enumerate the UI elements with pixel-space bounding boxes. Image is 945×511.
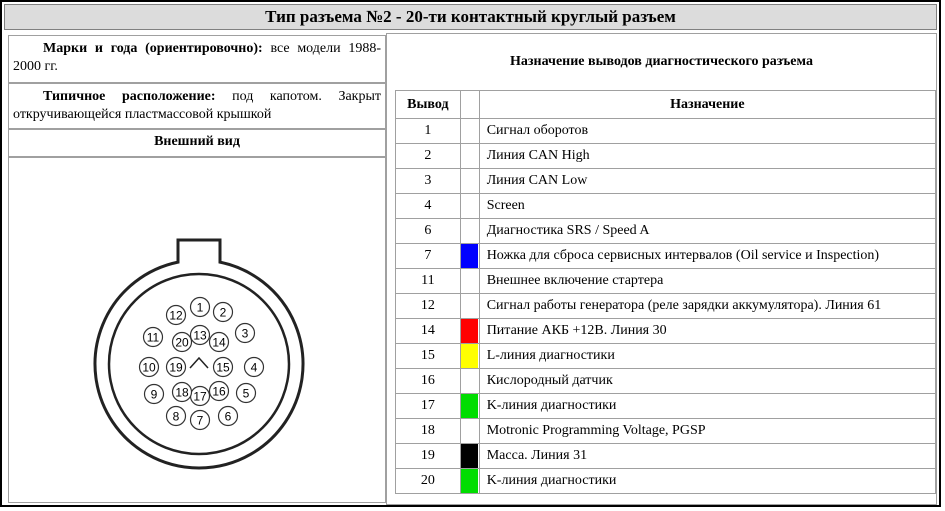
brands-label: Марки и года (ориентировочно): — [43, 41, 263, 56]
pin-purpose: L-линия диагностики — [479, 343, 936, 368]
connector-pin-label: 20 — [175, 335, 189, 350]
table-row — [395, 293, 936, 318]
pin-number: 3 — [395, 168, 460, 193]
col-pin-header: Вывод — [395, 90, 460, 118]
pinout-rows — [395, 118, 936, 494]
pin-purpose: Кислородный датчик — [479, 368, 936, 393]
pin-color-swatch — [461, 319, 478, 343]
pin-purpose: K-линия диагностики — [479, 393, 936, 418]
pin-color-cell — [460, 243, 479, 268]
table-row — [395, 168, 936, 193]
connector-pin — [173, 333, 192, 352]
connector-pin-label: 12 — [169, 308, 183, 323]
connector-pin — [145, 385, 164, 404]
view-heading-cell — [8, 129, 386, 157]
pin-purpose: Motronic Programming Voltage, PGSP — [479, 418, 936, 443]
connector-pin — [167, 306, 186, 325]
connector-pin — [210, 333, 229, 352]
page-title: Тип разъема №2 - 20-ти контактный круглый разъем — [4, 4, 937, 30]
connector-pin-label: 18 — [175, 385, 189, 400]
pin-number: 20 — [395, 468, 460, 494]
pin-number: 17 — [395, 393, 460, 418]
connector-pin-label: 16 — [212, 384, 226, 399]
table-row — [395, 193, 936, 218]
pin-number: 7 — [395, 243, 460, 268]
pin-purpose: Внешнее включение стартера — [479, 268, 936, 293]
table-row — [395, 243, 936, 268]
connector-pin-label: 5 — [242, 386, 250, 401]
location-value: под капотом. Закрыт откручивающейся пластмассовой крышкой — [13, 89, 382, 122]
table-header-row — [395, 90, 936, 118]
pin-number: 11 — [395, 268, 460, 293]
connector-pin-label: 15 — [216, 360, 230, 375]
pin-purpose: Масса. Линия 31 — [479, 443, 936, 468]
pin-color-swatch — [461, 344, 478, 368]
pin-color-cell — [460, 418, 479, 443]
table-row — [395, 318, 936, 343]
pin-number: 4 — [395, 193, 460, 218]
pin-color-cell — [460, 318, 479, 343]
pinout-table — [395, 90, 936, 494]
left-column — [4, 33, 386, 505]
pin-purpose: Диагностика SRS / Speed A — [479, 218, 936, 243]
col-purpose-header: Назначение — [479, 90, 936, 118]
connector-pin-label: 13 — [193, 328, 207, 343]
pin-color-cell — [460, 293, 479, 318]
connector-pin-label: 10 — [142, 360, 156, 375]
pin-color-cell — [460, 168, 479, 193]
table-row — [395, 443, 936, 468]
table-row — [395, 393, 936, 418]
col-color-header — [460, 90, 479, 118]
pin-color-cell — [460, 393, 479, 418]
pin-color-cell — [460, 368, 479, 393]
connector-pin-label: 17 — [193, 389, 207, 404]
brands-cell — [8, 35, 386, 83]
connector-pin — [214, 358, 233, 377]
connector-pin — [191, 326, 210, 345]
pin-color-cell — [460, 268, 479, 293]
pin-color-cell — [460, 218, 479, 243]
connector-pin — [219, 407, 238, 426]
connector-outline — [95, 240, 303, 468]
connector-pin — [191, 387, 210, 406]
connector-pin-label: 6 — [224, 409, 232, 424]
connector-pin — [214, 303, 233, 322]
pin-number: 19 — [395, 443, 460, 468]
view-heading: Внешний вид — [154, 134, 240, 149]
connector-pin-label: 3 — [241, 326, 249, 341]
pin-color-swatch — [461, 444, 478, 468]
table-row — [395, 418, 936, 443]
pin-number: 2 — [395, 143, 460, 168]
connector-pin-label: 7 — [196, 413, 204, 428]
table-row — [395, 343, 936, 368]
connector-pin-label: 1 — [196, 300, 204, 315]
pin-number: 6 — [395, 218, 460, 243]
connector-pin — [167, 358, 186, 377]
table-row — [395, 368, 936, 393]
connector-pin — [245, 358, 264, 377]
location-cell — [8, 83, 386, 129]
connector-view-cell — [8, 157, 386, 503]
location-label: Типичное расположение: — [43, 89, 216, 104]
connector-pin — [167, 407, 186, 426]
pin-purpose: Линия CAN High — [479, 143, 936, 168]
connector-pin-label: 2 — [219, 305, 227, 320]
connector-pins — [140, 298, 264, 430]
pin-purpose: K-линия диагностики — [479, 468, 936, 494]
brands-value: все модели 1988-2000 гг. — [13, 41, 382, 74]
connector-pin-label: 11 — [146, 330, 160, 345]
pin-color-cell — [460, 118, 479, 143]
pin-color-cell — [460, 193, 479, 218]
pin-purpose: Screen — [479, 193, 936, 218]
connector-pin-label: 14 — [212, 335, 226, 350]
connector-pin — [144, 328, 163, 347]
pin-purpose: Питание АКБ +12В. Линия 30 — [479, 318, 936, 343]
table-row — [395, 218, 936, 243]
connector-pin-label: 4 — [250, 360, 258, 375]
connector-diagram — [9, 158, 385, 502]
pin-color-swatch — [461, 469, 478, 493]
connector-pin — [191, 411, 210, 430]
pin-color-swatch — [461, 394, 478, 418]
pinout-heading: Назначение выводов диагностического разъема — [510, 54, 813, 69]
pin-color-cell — [460, 443, 479, 468]
table-row — [395, 268, 936, 293]
pin-number: 15 — [395, 343, 460, 368]
right-column — [386, 33, 937, 505]
connector-pin — [140, 358, 159, 377]
connector-pin — [236, 324, 255, 343]
table-row — [395, 143, 936, 168]
pin-color-swatch — [461, 244, 478, 268]
connector-pin — [173, 383, 192, 402]
pin-color-cell — [460, 343, 479, 368]
pin-purpose: Сигнал работы генератора (реле зарядки аккумулятора). Линия 61 — [479, 293, 936, 318]
connector-pin-label: 8 — [172, 409, 180, 424]
pin-number: 14 — [395, 318, 460, 343]
connector-pin — [237, 384, 256, 403]
connector-pin-label: 19 — [169, 360, 183, 375]
pin-purpose: Сигнал оборотов — [479, 118, 936, 143]
pin-color-cell — [460, 143, 479, 168]
pin-color-cell — [460, 468, 479, 494]
pin-number: 16 — [395, 368, 460, 393]
pin-number: 1 — [395, 118, 460, 143]
connector-pin — [210, 382, 229, 401]
connector-pin-label: 9 — [150, 387, 158, 402]
pin-number: 12 — [395, 293, 460, 318]
table-row — [395, 468, 936, 494]
pin-purpose: Ножка для сброса сервисных интервалов (Oil service и Inspection) — [479, 243, 936, 268]
pin-purpose: Линия CAN Low — [479, 168, 936, 193]
pin-number: 18 — [395, 418, 460, 443]
connector-pin — [191, 298, 210, 317]
connector-key-mark — [190, 358, 208, 368]
table-row — [395, 118, 936, 143]
